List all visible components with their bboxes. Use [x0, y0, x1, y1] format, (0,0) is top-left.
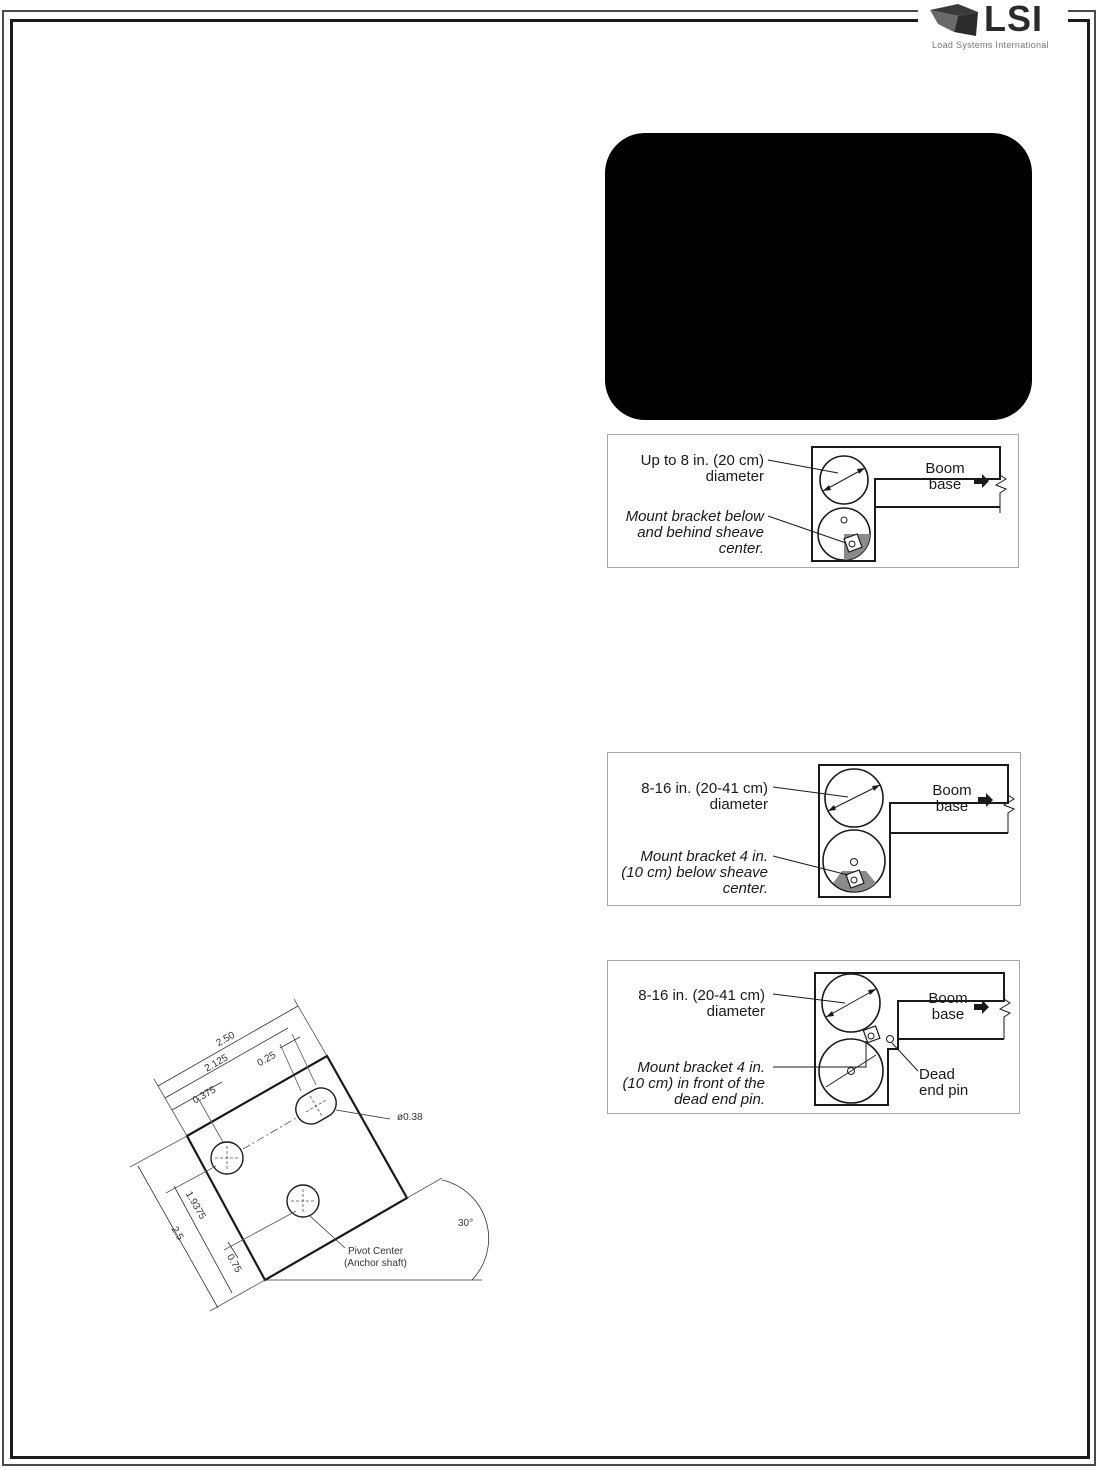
mount-label-line2: (10 cm) below sheave — [621, 864, 768, 881]
diameter-label-line1: 8-16 in. (20-41 cm) — [638, 987, 765, 1004]
pivot-center-label-line1: Pivot Center — [348, 1246, 404, 1257]
diameter-label-line1: 8-16 in. (20-41 cm) — [641, 780, 768, 797]
boom-base-label-line2: base — [928, 476, 962, 493]
diameter-label-line2: diameter — [705, 468, 764, 485]
boom-base-label-line1: Boom — [928, 990, 968, 1007]
boom-base-label-line1: Boom — [925, 460, 965, 477]
mount-label-line1: Mount bracket 4 in. — [637, 1059, 765, 1076]
logo-text: LSI — [984, 0, 1044, 39]
boom-base-label-line1: Boom — [932, 782, 972, 799]
dim-overall-height: 2.5 — [168, 1224, 186, 1243]
dim-angle: 30° — [458, 1218, 474, 1229]
dim-vertical-offset: 1.9375 — [182, 1189, 208, 1222]
mount-label-line2: (10 cm) in front of the — [622, 1075, 765, 1092]
mount-label-line2: and behind sheave — [637, 524, 764, 541]
sheave-diagram-medium — [607, 752, 1021, 906]
mount-label-line3: center. — [722, 880, 768, 897]
dim-pivot-offset: 0.75 — [224, 1252, 244, 1275]
dim-edge-offset: 0.375 — [190, 1084, 219, 1107]
sheave-diagram-small — [607, 434, 1019, 568]
dim-hole-spacing: 2.125 — [202, 1052, 231, 1075]
boom-base-label-line2: base — [931, 1006, 965, 1023]
sheave-diagram-medium-graphic — [608, 753, 1022, 907]
dead-end-pin-label-line2: end pin — [919, 1082, 969, 1099]
dim-overall-width: 2.50 — [214, 1029, 237, 1050]
pivot-center-label-line2: (Anchor shaft) — [344, 1258, 407, 1269]
lsi-logo-mark-icon — [928, 2, 988, 40]
mount-label-line3: center. — [718, 540, 764, 557]
lsi-logo — [918, 0, 1068, 56]
mount-label-line1: Mount bracket 4 in. — [640, 848, 768, 865]
logo-subtext: Load Systems International — [932, 40, 1049, 50]
bracket-dimension-drawing — [120, 990, 500, 1320]
dim-hole-diameter: ø0.38 — [397, 1112, 423, 1123]
sheave-diagram-dead-end — [607, 960, 1020, 1114]
mount-label-line1: Mount bracket below — [625, 508, 764, 525]
dim-slot-width: 0.25 — [255, 1049, 278, 1070]
dead-end-pin-label-line1: Dead — [919, 1066, 955, 1083]
redacted-black-box — [605, 133, 1032, 420]
diameter-label-line2: diameter — [706, 1003, 765, 1020]
boom-base-label-line2: base — [935, 798, 969, 815]
mount-label-line3: dead end pin. — [674, 1091, 765, 1108]
diameter-label-line1: Up to 8 in. (20 cm) — [640, 452, 764, 469]
diameter-label-line2: diameter — [709, 796, 768, 813]
bracket-dimension-graphic — [120, 990, 500, 1320]
